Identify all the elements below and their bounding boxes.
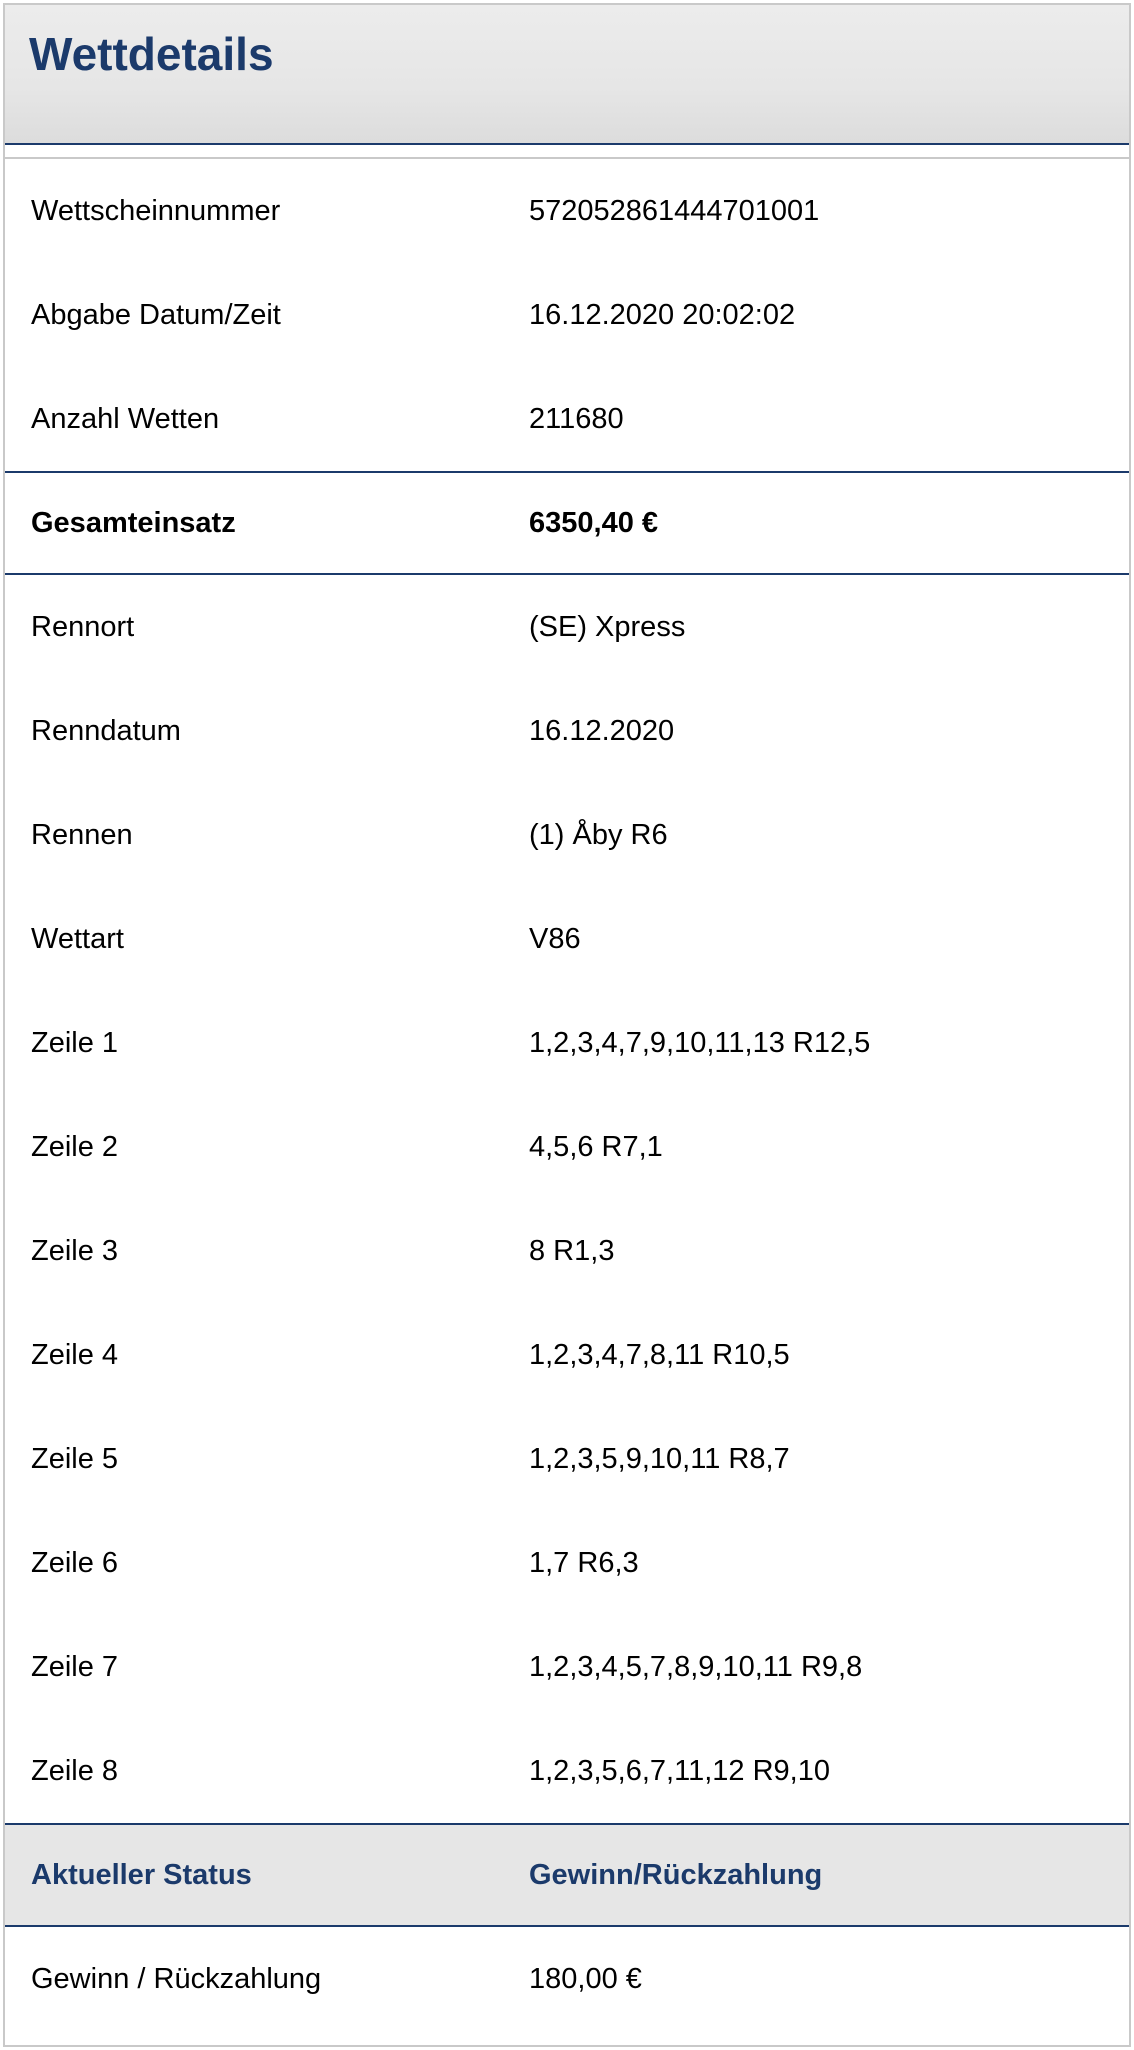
detail-value: V86 — [529, 922, 581, 955]
detail-value: 16.12.2020 — [529, 714, 675, 747]
detail-value: 211680 — [529, 402, 624, 435]
detail-label: Wettart — [31, 922, 124, 955]
payout-label: Gewinn / Rückzahlung — [31, 1962, 322, 1995]
detail-value: (1) Åby R6 — [529, 818, 668, 851]
detail-row-line-5 — [5, 1407, 1129, 1511]
bet-details-panel — [3, 3, 1131, 2047]
line-value: 1,2,3,4,5,7,8,9,10,11 R9,8 — [529, 1650, 863, 1683]
panel-header — [5, 5, 1129, 145]
line-value: 1,7 R6,3 — [529, 1546, 639, 1579]
detail-label: Anzahl Wetten — [31, 402, 220, 435]
detail-row-line-7 — [5, 1615, 1129, 1719]
line-label: Zeile 8 — [31, 1754, 119, 1787]
status-value: Gewinn/Rückzahlung — [529, 1858, 823, 1891]
detail-label: Rennen — [31, 818, 133, 851]
line-value: 1,2,3,4,7,9,10,11,13 R12,5 — [529, 1026, 871, 1059]
line-label: Zeile 1 — [31, 1026, 119, 1059]
detail-row-bet-type — [5, 887, 1129, 991]
detail-row-line-3 — [5, 1199, 1129, 1303]
detail-row-race — [5, 783, 1129, 887]
detail-row-line-2 — [5, 1095, 1129, 1199]
detail-label: Renndatum — [31, 714, 181, 747]
line-value: 1,2,3,4,7,8,11 R10,5 — [529, 1338, 790, 1371]
detail-label: Rennort — [31, 610, 135, 643]
total-value: 6350,40 € — [529, 506, 659, 539]
detail-value: 572052861444701001 — [529, 194, 820, 227]
detail-row-line-4 — [5, 1303, 1129, 1407]
line-label: Zeile 2 — [31, 1130, 119, 1163]
detail-row-race-date — [5, 679, 1129, 783]
line-label: Zeile 3 — [31, 1234, 119, 1267]
detail-row-ticket-number — [5, 159, 1129, 263]
line-label: Zeile 5 — [31, 1442, 119, 1475]
line-label: Zeile 7 — [31, 1650, 119, 1683]
detail-row-submit-datetime — [5, 263, 1129, 367]
detail-value: (SE) Xpress — [529, 610, 686, 643]
detail-label: Abgabe Datum/Zeit — [31, 298, 281, 331]
detail-row-line-6 — [5, 1511, 1129, 1615]
detail-row-line-1 — [5, 991, 1129, 1095]
line-label: Zeile 4 — [31, 1338, 119, 1371]
bet-details-table — [5, 157, 1129, 2031]
line-label: Zeile 6 — [31, 1546, 119, 1579]
detail-row-venue — [5, 575, 1129, 679]
status-header-row — [5, 1823, 1129, 1927]
total-label: Gesamteinsatz — [31, 506, 236, 539]
page-title: Wettdetails — [29, 28, 274, 80]
line-value: 1,2,3,5,6,7,11,12 R9,10 — [529, 1754, 830, 1787]
status-label: Aktueller Status — [31, 1858, 252, 1891]
line-value: 8 R1,3 — [529, 1234, 615, 1267]
detail-label: Wettscheinnummer — [31, 194, 281, 227]
detail-row-payout — [5, 1927, 1129, 2031]
detail-row-line-8 — [5, 1719, 1129, 1823]
detail-value: 16.12.2020 20:02:02 — [529, 298, 796, 331]
detail-row-bet-count — [5, 367, 1129, 471]
detail-row-total-stake — [5, 471, 1129, 575]
line-value: 4,5,6 R7,1 — [529, 1130, 663, 1163]
line-value: 1,2,3,5,9,10,11 R8,7 — [529, 1442, 790, 1475]
payout-value: 180,00 € — [529, 1962, 642, 1995]
